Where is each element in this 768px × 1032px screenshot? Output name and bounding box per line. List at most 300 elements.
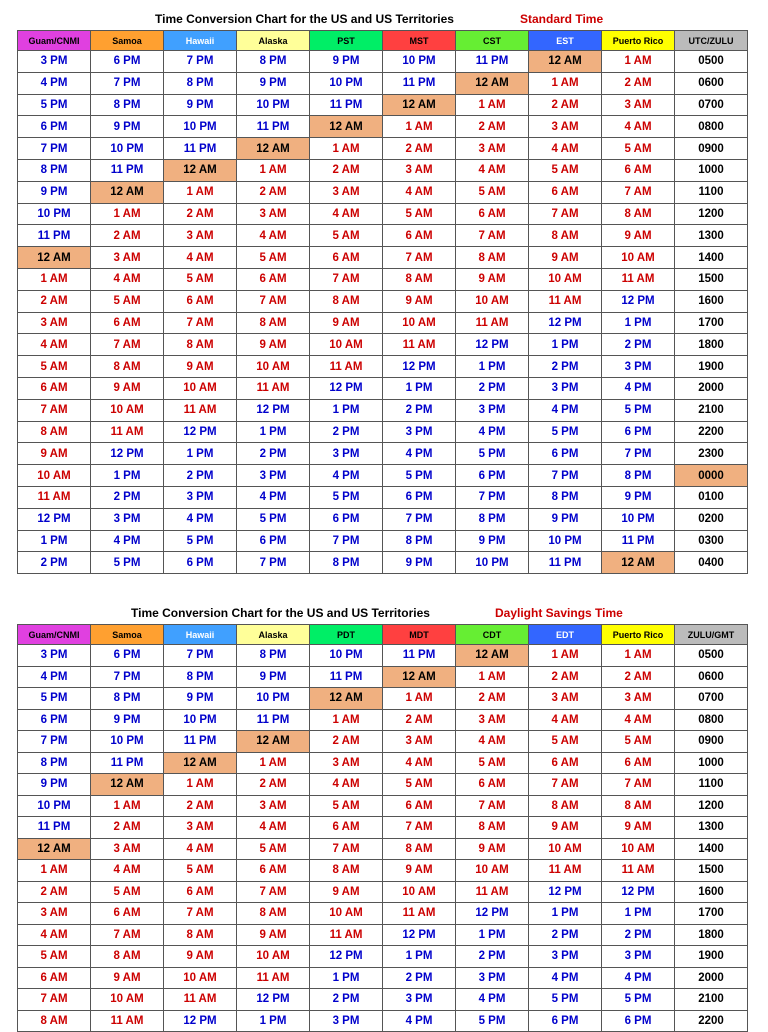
table-row bbox=[18, 795, 748, 817]
table-cell: 6 AM bbox=[456, 203, 529, 225]
table-row bbox=[18, 881, 748, 903]
table-cell: 1 AM bbox=[18, 268, 91, 290]
table-row bbox=[18, 159, 748, 181]
table-cell: 5 AM bbox=[310, 225, 383, 247]
table-cell: 2 PM bbox=[456, 946, 529, 968]
table-cell: 1 AM bbox=[529, 72, 602, 94]
table-cell: 10 AM bbox=[310, 334, 383, 356]
table-cell: 3 AM bbox=[602, 688, 675, 710]
table-cell: 9 PM bbox=[237, 666, 310, 688]
table-cell: 11 AM bbox=[529, 860, 602, 882]
table-cell: 8 PM bbox=[237, 51, 310, 73]
table-cell: 8 AM bbox=[456, 247, 529, 269]
table-cell: 12 PM bbox=[237, 399, 310, 421]
table-cell: 6 AM bbox=[456, 774, 529, 796]
table-cell: 3 AM bbox=[164, 817, 237, 839]
table-cell: 11 PM bbox=[383, 72, 456, 94]
chart-title-row bbox=[17, 10, 748, 30]
column-header: MDT bbox=[383, 625, 456, 645]
column-header: Puerto Rico bbox=[602, 31, 675, 51]
table-cell: 3 AM bbox=[456, 138, 529, 160]
table-cell: 4 AM bbox=[18, 924, 91, 946]
table-cell: 3 AM bbox=[529, 116, 602, 138]
table-cell: 8 AM bbox=[164, 334, 237, 356]
table-row bbox=[18, 268, 748, 290]
table-cell: 12 AM bbox=[237, 138, 310, 160]
table-cell: 3 AM bbox=[18, 312, 91, 334]
table-cell: 2 AM bbox=[164, 203, 237, 225]
table-row bbox=[18, 666, 748, 688]
table-cell: 4 PM bbox=[18, 72, 91, 94]
table-cell: 11 PM bbox=[164, 731, 237, 753]
table-cell: 1 AM bbox=[91, 203, 164, 225]
table-cell: 2 AM bbox=[529, 94, 602, 116]
table-cell: 4 PM bbox=[18, 666, 91, 688]
table-cell: 8 PM bbox=[237, 645, 310, 667]
table-row bbox=[18, 989, 748, 1011]
table-cell: 12 PM bbox=[310, 377, 383, 399]
table-cell: 10 PM bbox=[310, 645, 383, 667]
table-cell: 10 PM bbox=[91, 731, 164, 753]
table-cell: 7 AM bbox=[91, 334, 164, 356]
table-cell: 7 AM bbox=[237, 290, 310, 312]
table-cell: 10 PM bbox=[237, 688, 310, 710]
table-cell: 2 AM bbox=[237, 774, 310, 796]
table-cell: 11 AM bbox=[164, 989, 237, 1011]
table-cell: 3 AM bbox=[91, 838, 164, 860]
table-cell: 12 PM bbox=[602, 881, 675, 903]
table-cell: 6 PM bbox=[18, 709, 91, 731]
table-cell: 2 AM bbox=[602, 72, 675, 94]
chart-title-row bbox=[17, 604, 748, 624]
table-cell: 12 AM bbox=[529, 51, 602, 73]
table-cell: 2000 bbox=[675, 967, 748, 989]
table-cell: 4 PM bbox=[383, 1010, 456, 1032]
table-cell: 12 PM bbox=[602, 290, 675, 312]
table-cell: 0200 bbox=[675, 508, 748, 530]
table-cell: 4 PM bbox=[310, 465, 383, 487]
table-cell: 4 AM bbox=[164, 247, 237, 269]
table-cell: 7 PM bbox=[456, 486, 529, 508]
table-cell: 8 PM bbox=[18, 752, 91, 774]
table-cell: 2 PM bbox=[383, 967, 456, 989]
table-cell: 2 PM bbox=[456, 377, 529, 399]
table-cell: 2 AM bbox=[529, 666, 602, 688]
table-cell: 4 PM bbox=[164, 508, 237, 530]
table-cell: 1 AM bbox=[310, 709, 383, 731]
table-cell: 8 AM bbox=[383, 268, 456, 290]
table-cell: 4 PM bbox=[602, 377, 675, 399]
table-cell: 6 AM bbox=[602, 159, 675, 181]
table-cell: 5 PM bbox=[529, 989, 602, 1011]
table-cell: 12 AM bbox=[383, 666, 456, 688]
table-row bbox=[18, 443, 748, 465]
table-cell: 9 AM bbox=[237, 924, 310, 946]
table-cell: 3 PM bbox=[602, 946, 675, 968]
table-cell: 11 PM bbox=[529, 552, 602, 574]
table-cell: 2 AM bbox=[383, 709, 456, 731]
table-cell: 7 PM bbox=[310, 530, 383, 552]
table-cell: 9 AM bbox=[529, 817, 602, 839]
table-cell: 2000 bbox=[675, 377, 748, 399]
table-cell: 1 AM bbox=[383, 116, 456, 138]
table-cell: 7 AM bbox=[18, 989, 91, 1011]
table-row bbox=[18, 225, 748, 247]
table-cell: 11 AM bbox=[18, 486, 91, 508]
table-cell: 2 AM bbox=[456, 116, 529, 138]
table-cell: 7 AM bbox=[529, 774, 602, 796]
table-cell: 8 PM bbox=[456, 508, 529, 530]
table-row bbox=[18, 51, 748, 73]
table-cell: 10 PM bbox=[529, 530, 602, 552]
table-cell: 10 PM bbox=[91, 138, 164, 160]
table-cell: 7 PM bbox=[18, 731, 91, 753]
table-cell: 5 AM bbox=[383, 774, 456, 796]
table-row bbox=[18, 465, 748, 487]
table-cell: 5 AM bbox=[529, 159, 602, 181]
table-cell: 2100 bbox=[675, 989, 748, 1011]
table-cell: 7 AM bbox=[602, 774, 675, 796]
table-cell: 7 AM bbox=[602, 181, 675, 203]
table-cell: 6 PM bbox=[383, 486, 456, 508]
table-cell: 0600 bbox=[675, 72, 748, 94]
table-cell: 9 PM bbox=[310, 51, 383, 73]
table-cell: 12 PM bbox=[383, 924, 456, 946]
table-cell: 10 PM bbox=[164, 116, 237, 138]
table-cell: 1 PM bbox=[310, 399, 383, 421]
table-cell: 3 AM bbox=[91, 247, 164, 269]
table-cell: 5 AM bbox=[91, 881, 164, 903]
table-row bbox=[18, 903, 748, 925]
table-cell: 4 PM bbox=[602, 967, 675, 989]
table-cell: 11 AM bbox=[383, 334, 456, 356]
table-cell: 12 AM bbox=[602, 552, 675, 574]
table-cell: 1 AM bbox=[164, 181, 237, 203]
table-cell: 4 PM bbox=[529, 399, 602, 421]
table-cell: 0500 bbox=[675, 645, 748, 667]
table-cell: 4 AM bbox=[237, 817, 310, 839]
table-cell: 7 PM bbox=[164, 51, 237, 73]
table-cell: 8 PM bbox=[529, 486, 602, 508]
table-cell: 11 PM bbox=[602, 530, 675, 552]
table-cell: 2 AM bbox=[18, 290, 91, 312]
table-cell: 11 AM bbox=[310, 356, 383, 378]
table-cell: 3 AM bbox=[310, 752, 383, 774]
table-cell: 6 AM bbox=[237, 268, 310, 290]
table-cell: 7 PM bbox=[91, 72, 164, 94]
table-row bbox=[18, 181, 748, 203]
table-cell: 7 AM bbox=[18, 399, 91, 421]
table-cell: 10 AM bbox=[602, 247, 675, 269]
table-cell: 11 PM bbox=[237, 709, 310, 731]
table-row bbox=[18, 924, 748, 946]
table-cell: 11 PM bbox=[91, 159, 164, 181]
standard-time-chart bbox=[17, 10, 748, 574]
table-cell: 4 AM bbox=[602, 116, 675, 138]
table-cell: 3 PM bbox=[383, 989, 456, 1011]
table-cell: 5 PM bbox=[383, 465, 456, 487]
table-row bbox=[18, 967, 748, 989]
table-cell: 7 AM bbox=[164, 312, 237, 334]
table-cell: 6 AM bbox=[529, 181, 602, 203]
table-cell: 11 PM bbox=[456, 51, 529, 73]
table-cell: 2 PM bbox=[602, 334, 675, 356]
table-cell: 1000 bbox=[675, 159, 748, 181]
table-cell: 2 PM bbox=[237, 443, 310, 465]
table-cell: 10 AM bbox=[164, 377, 237, 399]
header-row bbox=[18, 625, 748, 645]
table-cell: 2 AM bbox=[310, 731, 383, 753]
table-cell: 9 PM bbox=[91, 116, 164, 138]
table-cell: 3 PM bbox=[91, 508, 164, 530]
table-cell: 2 AM bbox=[602, 666, 675, 688]
table-cell: 1100 bbox=[675, 774, 748, 796]
table-cell: 3 AM bbox=[237, 795, 310, 817]
table-cell: 8 AM bbox=[602, 203, 675, 225]
table-cell: 4 AM bbox=[310, 774, 383, 796]
table-cell: 2 PM bbox=[310, 421, 383, 443]
column-header: Samoa bbox=[91, 625, 164, 645]
table-row bbox=[18, 203, 748, 225]
table-cell: 2 AM bbox=[310, 159, 383, 181]
table-cell: 1 PM bbox=[529, 903, 602, 925]
table-cell: 3 AM bbox=[529, 688, 602, 710]
chart-title: Time Conversion Chart for the US and US Territories bbox=[131, 606, 430, 620]
table-cell: 3 PM bbox=[602, 356, 675, 378]
table-cell: 9 AM bbox=[237, 334, 310, 356]
table-cell: 11 PM bbox=[310, 94, 383, 116]
table-cell: 6 AM bbox=[383, 225, 456, 247]
table-cell: 2 AM bbox=[91, 817, 164, 839]
table-cell: 9 PM bbox=[164, 94, 237, 116]
table-cell: 9 AM bbox=[164, 946, 237, 968]
table-cell: 9 PM bbox=[18, 774, 91, 796]
table-cell: 4 PM bbox=[456, 421, 529, 443]
table-cell: 8 AM bbox=[383, 838, 456, 860]
table-cell: 10 PM bbox=[383, 51, 456, 73]
table-cell: 2 PM bbox=[529, 356, 602, 378]
table-cell: 8 AM bbox=[310, 860, 383, 882]
column-header: EDT bbox=[529, 625, 602, 645]
table-cell: 11 PM bbox=[18, 225, 91, 247]
table-cell: 12 AM bbox=[456, 72, 529, 94]
table-cell: 11 AM bbox=[164, 399, 237, 421]
table-cell: 6 PM bbox=[237, 530, 310, 552]
table-cell: 6 AM bbox=[310, 817, 383, 839]
table-cell: 8 PM bbox=[91, 688, 164, 710]
table-cell: 9 AM bbox=[91, 377, 164, 399]
table-cell: 5 AM bbox=[602, 731, 675, 753]
table-cell: 3 PM bbox=[456, 967, 529, 989]
table-cell: 3 PM bbox=[18, 51, 91, 73]
table-cell: 9 PM bbox=[602, 486, 675, 508]
table-cell: 5 PM bbox=[456, 1010, 529, 1032]
table-cell: 11 PM bbox=[310, 666, 383, 688]
table-cell: 0300 bbox=[675, 530, 748, 552]
table-cell: 7 PM bbox=[91, 666, 164, 688]
table-cell: 1 PM bbox=[237, 1010, 310, 1032]
table-cell: 0700 bbox=[675, 94, 748, 116]
table-row bbox=[18, 94, 748, 116]
table-cell: 12 PM bbox=[91, 443, 164, 465]
table-cell: 1200 bbox=[675, 203, 748, 225]
table-cell: 8 AM bbox=[310, 290, 383, 312]
table-cell: 5 PM bbox=[18, 94, 91, 116]
table-row bbox=[18, 356, 748, 378]
table-cell: 11 PM bbox=[91, 752, 164, 774]
table-cell: 10 AM bbox=[383, 881, 456, 903]
table-cell: 1 AM bbox=[18, 860, 91, 882]
table-row bbox=[18, 312, 748, 334]
table-cell: 10 AM bbox=[91, 399, 164, 421]
table-cell: 3 AM bbox=[237, 203, 310, 225]
table-cell: 5 AM bbox=[237, 247, 310, 269]
table-cell: 8 PM bbox=[310, 552, 383, 574]
table-cell: 7 PM bbox=[164, 645, 237, 667]
table-cell: 12 PM bbox=[237, 989, 310, 1011]
table-cell: 12 PM bbox=[456, 334, 529, 356]
table-cell: 4 AM bbox=[91, 268, 164, 290]
table-cell: 12 AM bbox=[164, 159, 237, 181]
table-cell: 5 PM bbox=[18, 688, 91, 710]
table-cell: 4 AM bbox=[383, 752, 456, 774]
table-cell: 6 AM bbox=[18, 377, 91, 399]
table-row bbox=[18, 508, 748, 530]
table-cell: 9 AM bbox=[91, 967, 164, 989]
table-cell: 1500 bbox=[675, 860, 748, 882]
table-cell: 9 AM bbox=[164, 356, 237, 378]
table-cell: 1800 bbox=[675, 334, 748, 356]
table-cell: 3 AM bbox=[602, 94, 675, 116]
table-row bbox=[18, 1010, 748, 1032]
table-cell: 4 PM bbox=[91, 530, 164, 552]
table-cell: 2 PM bbox=[602, 924, 675, 946]
table-cell: 9 PM bbox=[383, 552, 456, 574]
table-cell: 2 PM bbox=[18, 552, 91, 574]
table-cell: 9 AM bbox=[456, 268, 529, 290]
table-cell: 8 PM bbox=[164, 666, 237, 688]
table-cell: 12 PM bbox=[456, 903, 529, 925]
table-row bbox=[18, 645, 748, 667]
table-cell: 6 PM bbox=[602, 421, 675, 443]
table-cell: 9 PM bbox=[164, 688, 237, 710]
chart-subtitle: Daylight Savings Time bbox=[495, 606, 623, 620]
table-cell: 1 PM bbox=[602, 903, 675, 925]
table-cell: 1700 bbox=[675, 903, 748, 925]
table-cell: 0600 bbox=[675, 666, 748, 688]
chart-title: Time Conversion Chart for the US and US Territories bbox=[155, 12, 454, 26]
table-cell: 11 PM bbox=[237, 116, 310, 138]
table-cell: 11 AM bbox=[383, 903, 456, 925]
table-cell: 7 AM bbox=[529, 203, 602, 225]
table-cell: 6 PM bbox=[164, 552, 237, 574]
table-cell: 8 AM bbox=[529, 225, 602, 247]
table-row bbox=[18, 334, 748, 356]
table-cell: 10 AM bbox=[237, 356, 310, 378]
table-cell: 7 AM bbox=[383, 817, 456, 839]
table-cell: 6 AM bbox=[529, 752, 602, 774]
table-cell: 12 AM bbox=[310, 688, 383, 710]
table-row bbox=[18, 752, 748, 774]
table-cell: 10 PM bbox=[310, 72, 383, 94]
table-cell: 8 AM bbox=[456, 817, 529, 839]
table-cell: 7 AM bbox=[310, 838, 383, 860]
daylight-time-chart bbox=[17, 604, 748, 1032]
table-cell: 7 AM bbox=[164, 903, 237, 925]
table-row bbox=[18, 731, 748, 753]
table-cell: 0800 bbox=[675, 709, 748, 731]
table-cell: 1 AM bbox=[602, 51, 675, 73]
table-cell: 2 AM bbox=[456, 688, 529, 710]
table-cell: 10 AM bbox=[237, 946, 310, 968]
table-cell: 11 AM bbox=[602, 860, 675, 882]
table-cell: 1900 bbox=[675, 946, 748, 968]
table-cell: 11 AM bbox=[237, 377, 310, 399]
table-cell: 1400 bbox=[675, 838, 748, 860]
table-cell: 10 AM bbox=[91, 989, 164, 1011]
table-cell: 8 AM bbox=[602, 795, 675, 817]
table-body bbox=[18, 51, 748, 574]
table-cell: 12 AM bbox=[18, 247, 91, 269]
table-cell: 7 PM bbox=[529, 465, 602, 487]
table-cell: 5 AM bbox=[18, 356, 91, 378]
table-cell: 3 PM bbox=[164, 486, 237, 508]
table-cell: 5 PM bbox=[310, 486, 383, 508]
table-cell: 12 PM bbox=[529, 881, 602, 903]
table-cell: 8 PM bbox=[164, 72, 237, 94]
table-cell: 12 AM bbox=[18, 838, 91, 860]
table-cell: 1 AM bbox=[456, 94, 529, 116]
column-header: Samoa bbox=[91, 31, 164, 51]
table-row bbox=[18, 946, 748, 968]
table-cell: 1 AM bbox=[310, 138, 383, 160]
table-cell: 5 AM bbox=[456, 181, 529, 203]
table-row bbox=[18, 860, 748, 882]
table-cell: 5 PM bbox=[237, 508, 310, 530]
table-cell: 6 AM bbox=[237, 860, 310, 882]
table-cell: 6 AM bbox=[164, 290, 237, 312]
table-cell: 11 AM bbox=[310, 924, 383, 946]
table-cell: 1 AM bbox=[383, 688, 456, 710]
table-cell: 2 PM bbox=[529, 924, 602, 946]
table-cell: 7 PM bbox=[18, 138, 91, 160]
table-cell: 0400 bbox=[675, 552, 748, 574]
table-cell: 8 AM bbox=[91, 356, 164, 378]
table-cell: 4 AM bbox=[310, 203, 383, 225]
table-cell: 9 PM bbox=[237, 72, 310, 94]
table-cell: 1000 bbox=[675, 752, 748, 774]
table-cell: 10 PM bbox=[456, 552, 529, 574]
table-cell: 11 AM bbox=[529, 290, 602, 312]
table-cell: 12 PM bbox=[310, 946, 383, 968]
table-cell: 1 PM bbox=[310, 967, 383, 989]
table-cell: 1 AM bbox=[456, 666, 529, 688]
table-cell: 0100 bbox=[675, 486, 748, 508]
table-cell: 1 PM bbox=[602, 312, 675, 334]
table-cell: 12 AM bbox=[237, 731, 310, 753]
column-header: Hawaii bbox=[164, 31, 237, 51]
table-cell: 3 AM bbox=[310, 181, 383, 203]
table-cell: 1300 bbox=[675, 225, 748, 247]
table-cell: 0900 bbox=[675, 731, 748, 753]
table-cell: 5 AM bbox=[456, 752, 529, 774]
table-row bbox=[18, 116, 748, 138]
table-cell: 1400 bbox=[675, 247, 748, 269]
table-cell: 9 AM bbox=[310, 881, 383, 903]
column-header: Guam/CNMI bbox=[18, 625, 91, 645]
table-cell: 5 AM bbox=[164, 860, 237, 882]
table-cell: 3 PM bbox=[237, 465, 310, 487]
